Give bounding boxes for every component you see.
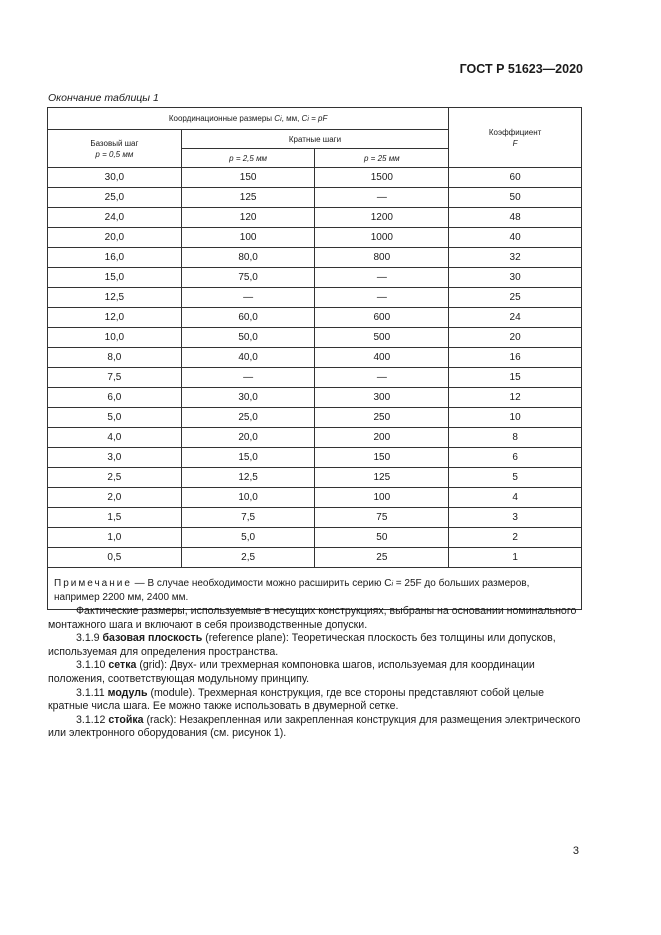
- table-cell: 250: [315, 408, 449, 428]
- paragraph-rack: [48, 714, 583, 741]
- table-cell: 0,5: [48, 548, 182, 568]
- formula-symbol-c: C: [274, 113, 281, 123]
- table-row: [48, 528, 582, 548]
- group-header-text: Координационные размеры: [168, 113, 273, 123]
- table-cell: 5,0: [48, 408, 182, 428]
- table-cell: 50,0: [181, 328, 315, 348]
- definition: (module). Трехмерная конструкция, где все стороны представляют собой целые кратные числа шага. Ее можно также использовать в двумерной сетке.: [48, 686, 544, 713]
- table-cell: 30,0: [181, 388, 315, 408]
- table-row: [48, 348, 582, 368]
- term: стойка: [108, 713, 144, 726]
- table-note: [48, 568, 582, 610]
- group-header: [48, 108, 449, 130]
- table-cell: 8: [449, 428, 582, 448]
- paragraph-reference-plane: [48, 632, 583, 659]
- table-cell: 75,0: [181, 268, 315, 288]
- group-header-units: , мм,: [281, 113, 300, 123]
- table-row: [48, 508, 582, 528]
- table-cell: 100: [181, 228, 315, 248]
- document-code: ГОСТ Р 51623—2020: [459, 62, 583, 76]
- table-cell: 7,5: [48, 368, 182, 388]
- table-cell: 1500: [315, 168, 449, 188]
- table-cell: 1,0: [48, 528, 182, 548]
- table-cell: 15,0: [181, 448, 315, 468]
- table-cell: 40: [449, 228, 582, 248]
- formula-subscript-i: i: [280, 115, 282, 123]
- term: базовая плоскость: [102, 632, 203, 645]
- paragraph-actual-sizes: Фактические размеры, используемые в несущих конструкциях, выбраны на основании номинального монтажного шага и включают в себя производственные допуски.: [48, 605, 577, 631]
- table-cell: 20: [449, 328, 582, 348]
- table-cell: 2,5: [48, 468, 182, 488]
- col-p25b-header: [315, 149, 449, 168]
- table-cell: 3: [449, 508, 582, 528]
- coef-header: [449, 108, 582, 168]
- table-row: [48, 488, 582, 508]
- table-cell: 125: [181, 188, 315, 208]
- table-row: [48, 468, 582, 488]
- paragraph-module: [48, 687, 583, 714]
- table-cell: 1000: [315, 228, 449, 248]
- table-cell: 25,0: [181, 408, 315, 428]
- table-cell: 6,0: [48, 388, 182, 408]
- col-p25-text: p = 2,5 мм: [229, 153, 268, 163]
- table-cell: 1,5: [48, 508, 182, 528]
- page-number: 3: [572, 845, 579, 857]
- table-cell: 2: [449, 528, 582, 548]
- formula-rhs: = pF: [308, 113, 328, 123]
- table-row: [48, 288, 582, 308]
- table-cell: 7,5: [181, 508, 315, 528]
- table-cell: 32: [449, 248, 582, 268]
- coef-symbol: F: [512, 138, 518, 148]
- table-cell: 4,0: [48, 428, 182, 448]
- term: сетка: [108, 659, 137, 672]
- base-step-value: p = 0,5 мм: [95, 149, 134, 159]
- table-cell: 2,5: [181, 548, 315, 568]
- table-cell: 24,0: [48, 208, 182, 228]
- note-label: Примечание: [54, 577, 132, 589]
- table-caption: Окончание таблицы 1: [48, 92, 159, 104]
- table-cell: 80,0: [181, 248, 315, 268]
- table-cell: 1200: [315, 208, 449, 228]
- table-cell: 48: [449, 208, 582, 228]
- table-cell: —: [315, 368, 449, 388]
- table-cell: 60: [449, 168, 582, 188]
- table-cell: 120: [181, 208, 315, 228]
- table-row: [48, 388, 582, 408]
- formula-symbol-c2: C: [301, 113, 308, 123]
- table-body: [48, 168, 582, 568]
- table-cell: —: [181, 368, 315, 388]
- table-cell: 600: [315, 308, 449, 328]
- coordination-table: [47, 107, 582, 610]
- table-row: [48, 368, 582, 388]
- coef-label: Коэффициент: [488, 127, 542, 137]
- table-cell: 1: [449, 548, 582, 568]
- table-row: [48, 248, 582, 268]
- table-cell: 400: [315, 348, 449, 368]
- table-cell: —: [315, 188, 449, 208]
- clause-number: 3.1.10: [76, 659, 109, 672]
- table-cell: 25,0: [48, 188, 182, 208]
- table-row: [48, 448, 582, 468]
- table-cell: 20,0: [181, 428, 315, 448]
- table-cell: 30: [449, 268, 582, 288]
- clause-number: 3.1.12: [76, 713, 109, 726]
- table-cell: 16: [449, 348, 582, 368]
- table-cell: 30,0: [48, 168, 182, 188]
- table-cell: 4: [449, 488, 582, 508]
- table-cell: 15,0: [48, 268, 182, 288]
- definition: (grid): Двух- или трехмерная компоновка шагов, используемая для координации положения, соответствующая модульному принципу.: [48, 659, 535, 685]
- table-row: [48, 228, 582, 248]
- table-cell: 100: [315, 488, 449, 508]
- definition: (reference plane): Теоретическая плоскость без толщины или допусков, используемая для определения пространства.: [48, 632, 556, 658]
- table-cell: 10,0: [181, 488, 315, 508]
- term: модуль: [107, 686, 148, 699]
- note-subscript-i: i: [391, 580, 394, 588]
- table-row: [48, 548, 582, 568]
- table-cell: 200: [315, 428, 449, 448]
- body-text: [48, 605, 583, 741]
- table-cell: 15: [449, 368, 582, 388]
- base-step-header: [48, 130, 182, 168]
- note-text: — В случае необходимости можно расширить серию C: [131, 577, 392, 589]
- col-p25b-text: p = 25 мм: [364, 153, 400, 163]
- table-cell: 20,0: [48, 228, 182, 248]
- table-cell: 75: [315, 508, 449, 528]
- table-cell: 5,0: [181, 528, 315, 548]
- table-cell: 2,0: [48, 488, 182, 508]
- table-cell: 10: [449, 408, 582, 428]
- table-cell: 12: [449, 388, 582, 408]
- table-row: [48, 328, 582, 348]
- table-cell: —: [315, 288, 449, 308]
- table-cell: 24: [449, 308, 582, 328]
- table-row: [48, 168, 582, 188]
- table-row: [48, 268, 582, 288]
- table-cell: 12,0: [48, 308, 182, 328]
- clause-number: 3.1.9: [76, 632, 103, 645]
- table-cell: —: [315, 268, 449, 288]
- table-cell: 40,0: [181, 348, 315, 368]
- table-cell: 60,0: [181, 308, 315, 328]
- multiple-steps-header: Кратные шаги: [181, 130, 448, 149]
- note-text-2: = 25F до больших размеров, например 2200 мм, 2400 мм.: [54, 577, 530, 603]
- table-row: [48, 428, 582, 448]
- base-step-label: Базовый шаг: [90, 138, 139, 148]
- table-cell: 150: [181, 168, 315, 188]
- definition: (rack): Незакрепленная или закрепленная конструкция для размещения электрического или электронного оборудования (см. рисунок 1).: [48, 713, 581, 740]
- table-cell: 8,0: [48, 348, 182, 368]
- table-cell: 25: [315, 548, 449, 568]
- paragraph-grid: [48, 659, 583, 686]
- table-cell: 16,0: [48, 248, 182, 268]
- table-row: [48, 188, 582, 208]
- col-p25-header: [181, 149, 315, 168]
- table-cell: 10,0: [48, 328, 182, 348]
- formula-subscript-i2: i: [307, 115, 309, 123]
- table-cell: 12,5: [181, 468, 315, 488]
- table-cell: 50: [449, 188, 582, 208]
- table-cell: —: [181, 288, 315, 308]
- table-row: [48, 208, 582, 228]
- table-cell: 500: [315, 328, 449, 348]
- table-row: [48, 308, 582, 328]
- table-cell: 6: [449, 448, 582, 468]
- table-cell: 50: [315, 528, 449, 548]
- table-cell: 300: [315, 388, 449, 408]
- table-cell: 5: [449, 468, 582, 488]
- table-cell: 800: [315, 248, 449, 268]
- table-cell: 12,5: [48, 288, 182, 308]
- table-cell: 25: [449, 288, 582, 308]
- clause-number: 3.1.11: [76, 686, 108, 699]
- table-cell: 150: [315, 448, 449, 468]
- table-row: [48, 408, 582, 428]
- table-cell: 125: [315, 468, 449, 488]
- table-cell: 3,0: [48, 448, 182, 468]
